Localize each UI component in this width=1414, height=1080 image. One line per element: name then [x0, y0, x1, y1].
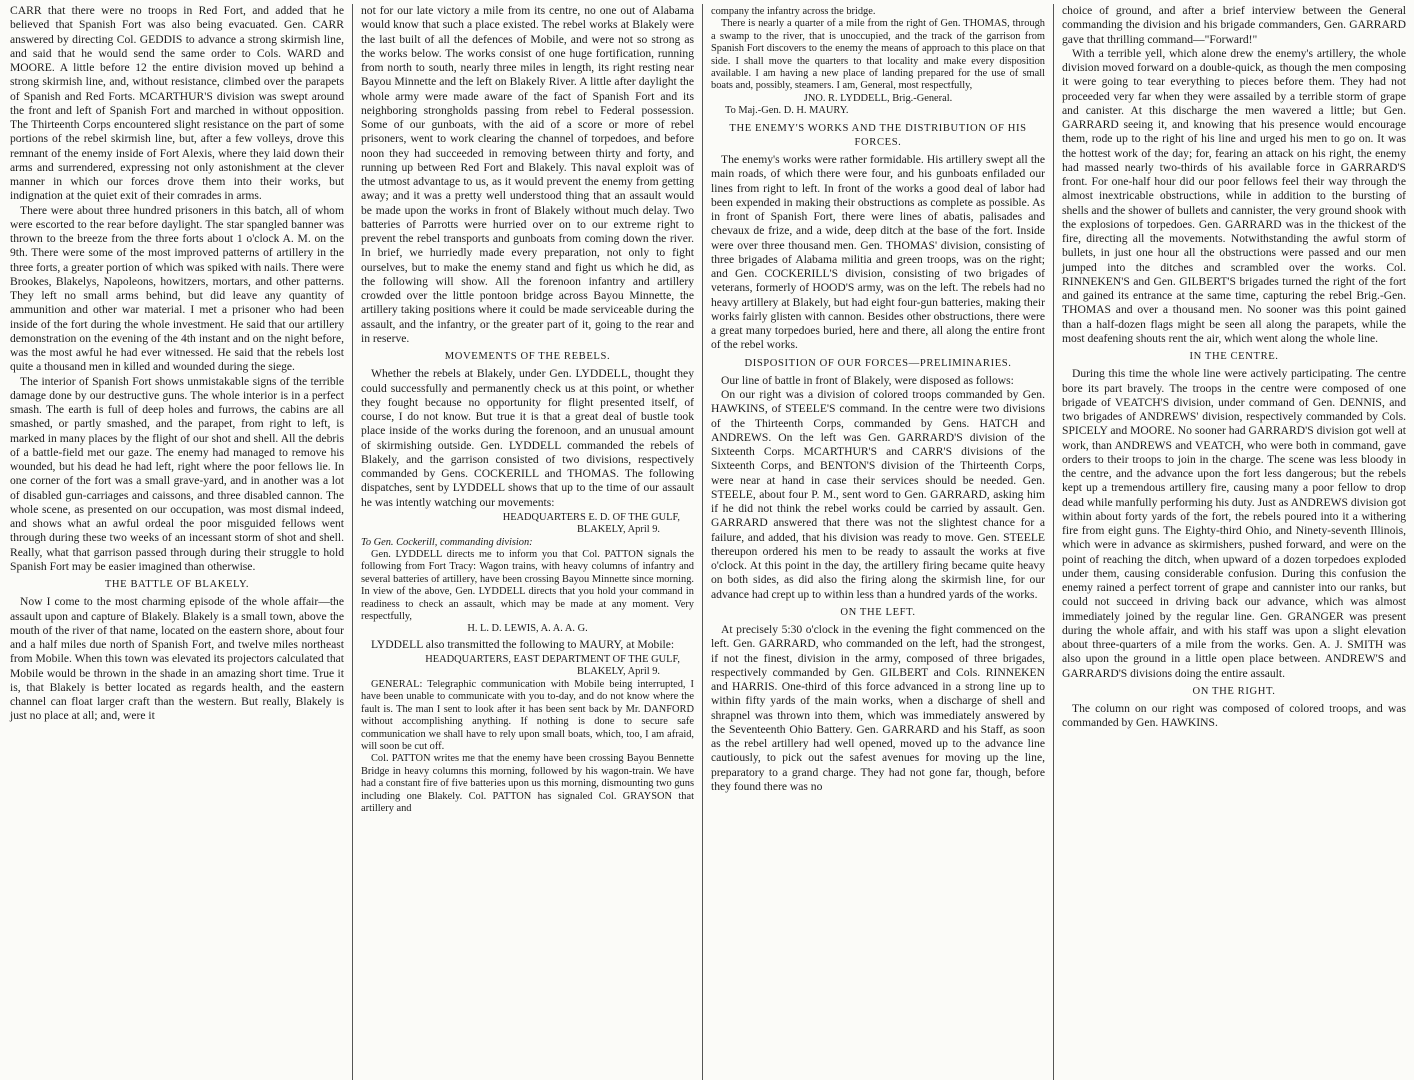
dispatch-dateline: BLAKELY, April 9.: [576, 666, 660, 678]
column-3: [703, 4, 1053, 1080]
dispatch-body: Col. PATTON writes me that the enemy have been crossing Bayou Bennette Bridge in heavy columns this morning, followed by his wagon-train. We have had a constant fire of five batteries upon us this morning, dismounting two guns including one Blakely. Col. PATTON has signaled Col. GRAYSON that artillery and: [361, 753, 694, 814]
paragraph: choice of ground, and after a brief interview between the General commanding the division and his brigade commanders, Gen. GARRARD gave that thrilling command—"Forward!": [1062, 4, 1406, 46]
section-heading: THE BATTLE OF BLAKELY.: [104, 579, 250, 590]
dispatch-addressee: To Gen. Cockerill, commanding division:: [361, 536, 533, 548]
section-heading: ON THE RIGHT.: [1192, 685, 1276, 697]
paragraph: The column on our right was composed of colored troops, and was commanded by Gen. HAWKINS.: [1062, 702, 1406, 730]
paragraph: CARR that there were no troops in Red Fort, and added that he believed that Spanish Fort was also being evacuated. Gen. CARR answered by directing Col. GEDDIS to advance a strong skirmish line, and said that he would send the same order to Cols. WARD and MOORE. A little before 12 the entire division moved up behind a strong skirmish line, and, without resistance, climbed over the parapets of Spanish and Red Forts. MCARTHUR'S division was swept around the front and left of Spanish Fort and marched in without opposition. The Thirteenth Corps encountered slight resistance on the part of some portions of the rebel skirmish line, but, after a few volleys, drove this remnant of the enemy inside of Fort Alexis, where they laid down their arms and surrendered, expressing not only astonishment at the clever manner in which our forces drove them into their works, but indignation at the quiet exit of their comrades in arms.: [10, 4, 344, 203]
paragraph: With a terrible yell, which alone drew the enemy's artillery, the whole division moved forward on a double-quick, as though the men composing it were going to tear everything to pieces before them. They had not proceeded very far when they were assailed by a terrible storm of grape and canister. At this discharge the men wavered a little; but Gen. GARRARD seeing it, and knowing that his presence would encourage them, rode up to the right of his line and urged his men to go on. It was the hottest work of the day; for, fearing an attack on his right, the enemy had massed nearly two-thirds of his available force in GARRARD'S front. For one-half hour did our poor fellows feel their way through the almost inextricable obstructions, while in addition to the bursting of shells and the shower of bullets and cannister, the very ground shook with the explosions of torpedoes. Gen. GARRARD was in the thickest of the fire, directing all the movements. Notwithstanding the awful storm of bullets, in just one hour all the obstructions were passed and our men jumped into the ditches and scrambled over the works. Col. RINNEKEN'S and Gen. GILBERT'S brigades turned the right of the fort and gained its entrance at the same time, capturing the rebel Brig.-Gen. THOMAS and over a thousand men. No sooner was this point gained than a half-dozen flags might be seen all along the parapets, while the most deafening shouts rent the air, which went along the whole line.: [1062, 46, 1406, 345]
column-2: [353, 4, 702, 1080]
dispatch-dateline: BLAKELY, April 9.: [576, 524, 660, 536]
column-4: [1054, 4, 1414, 1080]
dispatch-signature: JNO. R. LYDDELL, Brig.-General.: [803, 92, 953, 104]
section-heading: ON THE LEFT.: [840, 606, 916, 618]
paragraph: LYDDELL also transmitted the following to MAURY, at Mobile:: [371, 637, 675, 651]
dispatch-body: There is nearly a quarter of a mile from the right of Gen. THOMAS, through a swamp to the river, that is unoccupied, and the track of the garrison from Spanish Fort discovers to the enemy the means of approach to this place on that side. I shall move the quarters to that locality and make every disposition available. I am having a new place of landing prepared for the use of small boats and, possibly, steamers. I am, General, most respectfully,: [711, 18, 1045, 92]
dispatch-body: company the infantry across the bridge.: [711, 6, 876, 17]
paragraph: not for our late victory a mile from its centre, no one out of Alabama would know that such a place existed. The rebel works at Blakely were the last built of all the defences of Mobile, and were not so strong as the works below. The works consist of one huge fortification, running from north to south, nearly three miles in length, its right resting near Bayou Minnette and the left on Blakely River. A little after daylight the whole army were made aware of the fact of Spanish Fort and its neighboring strongholds passing from rebel to Federal possession. Some of our gunboats, with the aid of a score or more of rebel prisoners, went to work clearing the channel of torpedoes, and before noon they had succeeded in removing between thirty and forty, and running up between Red Fort and Blakely. This naval exploit was of the utmost advantage to us, as it would prevent the enemy from getting away; and it was a pretty well understood thing that an assault would be made upon the works in front of Blakely without much delay. Two batteries of Parrotts were hurried over on to our extreme right to prevent the rebel transports and gunboats from coming down the river. In brief, we hurriedly made every preparation, not only to fight ourselves, but to make the enemy stand and fight us which he did, as the following will show. All the forenoon infantry and artillery crowded over the little pontoon bridge across Bayou Minnette, the artillery taking positions where it could be made serviceable during the assault, and the infantry, or the greater part of it, going to the rear and in reserve.: [361, 4, 694, 345]
paragraph: Now I come to the most charming episode of the whole affair—the assault upon and capture of Blakely. Blakely is a small town, above the mouth of the river of that name, located on the eastern shore, about four and a half miles due north of Spanish Fort, and twelve miles northeast from Mobile. When this town was elevated its projectors calculated that Mobile would be thrown in the shade in an amazing short time. True it is, that Blakely is better located as regards health, and the eastern channel can float larger craft than the western. But really, Blakely is just no place at all; and, were it: [10, 595, 344, 723]
paragraph: At precisely 5:30 o'clock in the evening the fight commenced on the left. Gen. GARRARD, who commanded on the left, had the strongest, if not the finest, division in the army, composed of three brigades, respectively commanded by Gen. GILBERT and Cols. RINNEKEN and HARRIS. One-third of this force advanced in a strong line up to within fifty yards of the main works, when a discharge of shell and shrapnel was thrown into them, which was immediately answered by the Seventeenth Ohio Battery. Gen. GARRARD and his Staff, as soon as the rebel artillery had well opened, moved up to the advance line cautiously, to pick out the safest avenues for moving up the line, preparatory to a grand charge. They had not gone far, though, before they found there was no: [711, 623, 1045, 793]
dispatch-2-continued: [711, 6, 1045, 118]
dispatch-header: HEADQUARTERS E. D. OF THE GULF,: [502, 511, 680, 523]
paragraph: Whether the rebels at Blakely, under Gen. LYDDELL, thought they could successfully and permanently check us at this point, or whether they fought because no opportunity for flight presented itself, of course, I do not know. But true it is that a great deal of bustle took place inside of the works during the forenoon, and an unusual amount of skirmishing outside. Gen. LYDDELL commanded the rebels of Blakely, and the garrison consisted of two divisions, respectively commanded by Gens. COCKERILL and THOMAS. The following dispatches, sent by LYDDELL shows that up to the time of our assault he was intently watching our movements:: [361, 367, 694, 509]
section-heading: IN THE CENTRE.: [1189, 351, 1279, 362]
dispatch-signature: H. L. D. LEWIS, A. A. A. G.: [467, 623, 588, 635]
dispatch-header: HEADQUARTERS, EAST DEPARTMENT OF THE GULF,: [425, 654, 680, 666]
dispatch-2: [361, 654, 694, 815]
dispatch-body: GENERAL: Telegraphic communication with Mobile being interrupted, I have been unable to communicate with you to-day, and do not know where the fault is. The man I sent to look after it has been sent back by Mr. DANFORD without accomplishing anything. If nothing is done to secure safe communication we shall have to rely upon small boats, which, too, I am afraid, will soon be cut off.: [361, 678, 694, 752]
paragraph: Our line of battle in front of Blakely, were disposed as follows:: [721, 373, 1014, 387]
column-1: [2, 4, 352, 1080]
dispatch-recipient: To Maj.-Gen. D. H. MAURY.: [725, 105, 849, 117]
dispatch-body: Gen. LYDDELL directs me to inform you that Col. PATTON signals the following from Fort Tracy: Wagon trains, with heavy columns of infantry and several batteries of artillery, have been crossing Bayou Minnette since morning. In view of the above, Gen. LYDDELL directs that you hold your command in readiness to check an assault, which may be made at any moment. Very respectfully,: [361, 548, 694, 622]
paragraph: The interior of Spanish Fort shows unmistakable signs of the terrible damage done by our destructive guns. The whole interior is in a perfect smash. The earth is full of deep holes and furrows, the cabins are all smashed, or partly smashed, and the parapet, from right to left, is marked in many places by the flight of our shot and shell. All the debris of a battle-field met our gaze. The enemy had managed to remove his wounded, but his dead he had left, right where the poor fellows lie. In one corner of the fort was a small grave-yard, and in another was a lot of disabled gun-carriages and caissons, and three disabled cannon. The whole scene, as presented on our occupation, was most dismal indeed, and shows what an awful ordeal the poor misguided fellows went through during these two weeks of an incessant storm of shot and shell. Really, what that garrison passed through during their struggle to hold Spanish Fort may be easier imagined than otherwise.: [10, 374, 344, 573]
paragraph: On our right was a division of colored troops commanded by Gen. HAWKINS, of STEELE'S command. In the centre were two divisions of the Thirteenth Corps, commanded by Gens. HATCH and ANDREWS. On the left was Gen. GARRARD'S division of the Sixteenth Corps. MCARTHUR'S and CARR'S divisions of the Sixteenth Corps, and BENTON'S division of the Thirteenth Corps, were near at hand in case their services should be needed. Gen. STEELE, about four P. M., sent word to Gen. GARRARD, asking him if he did not think the rebel works could be carried by assault. Gen. GARRARD answered that there was not the slightest chance for a failure, and added, that his division was ready to move. Gen. STEELE thereupon ordered his men to be ready to assault the works at five o'clock. At this point in the day, the artillery firing became quite heavy on both sides, as did also the firing along the skirmish line, for our advance had crept up to within less than a hundred yards of the works.: [711, 388, 1045, 601]
dispatch-1: [361, 512, 694, 636]
paragraph: There were about three hundred prisoners in this batch, all of whom were escorted to the rear before daylight. The star spangled banner was thrown to the breeze from the three forts about 1 o'clock A. M. on the 9th. There were some of the most improved patterns of artillery in the three forts, a greater portion of which was spiked with nails. There were Brookes, Blakelys, Napoleons, howitzers, mortars, and other patterns. They left no small arms behind, but did leave any quantity of ammunition and other war material. I met a prisoner who had been inside of the fort during the whole investment. He said that our artillery demonstration on the evening of the 4th instant and on the night before, was the most awful he had ever witnessed. He said that the rebels lost quite a thousand men in killed and wounded during the siege.: [10, 203, 344, 374]
section-heading: THE ENEMY'S WORKS AND THE DISTRIBUTION OF HIS FORCES.: [729, 122, 1027, 148]
section-heading: DISPOSITION OF OUR FORCES—PRELIMINARIES.: [744, 357, 1012, 369]
paragraph: During this time the whole line were actively participating. The centre bore its part bravely. The troops in the centre were composed of one brigade of VEATCH'S division, under command of Gen. DENNIS, and two brigades of ANDREWS' division, respectively commanded by Cols. SPICELY and MOORE. No sooner had GARRARD'S division got well at work, than ANDREWS and VEATCH, who were both in command, gave orders to their troops to join in the charge. The scene was less bloody in the centre, and the advance upon the fort less dangerous; but the rebels kept up a tremendous artillery fire, causing many a poor fellow to drop dead while manfully performing his duty. Just as ANDREWS division got within about forty yards of the fort, the rebels poured into it a withering fire from eight guns. The Eighty-third Ohio, and Ninety-seventh Illinois, which were in advance as skirmishers, pushed forward, and were on the point of reaching the ditch, when upward of a dozen torpedoes exploded under them, causing considerable confusion. During this confusion the enemy rained a perfect torrent of grape and cannister into our ranks, but could not succeed in driving back our advance, which was almost immediately joined by the regular line. Gen. GRANGER was present during the whole affair, and with his staff was upon a slight elevation about three-quarters of a mile from the works. Gen. A. J. SMITH was also upon the ground in a little open place between. ANDREW'S and GARRARD'S divisions doing the entire assault.: [1062, 367, 1406, 680]
section-heading: MOVEMENTS OF THE REBELS.: [444, 351, 611, 362]
paragraph: The enemy's works were rather formidable. His artillery swept all the main roads, of which there were four, and his gunboats enfiladed our lines from right to left. In front of the works a good deal of labor had been expended in making their obstructions as complete as possible. As in front of Spanish Fort, there were lines of abatis, palisades and chevaux de frize, and a wide, deep ditch at the base of the fort. Inside were over three thousand men. Gen. THOMAS' division, consisting of three brigades of Alabama militia and green troops, was on the right; and Gen. COCKERILL'S division, consisting of two brigades of veterans, formerly of HOOD'S army, was on the left. The rebels had no heavy artillery at Blakely, but had eight four-gun batteries, making their works fairly glisten with cannon. Besides other obstructions, there were a great many torpedoes buried, here and there, all along the entire front of the rebel works.: [711, 153, 1045, 352]
